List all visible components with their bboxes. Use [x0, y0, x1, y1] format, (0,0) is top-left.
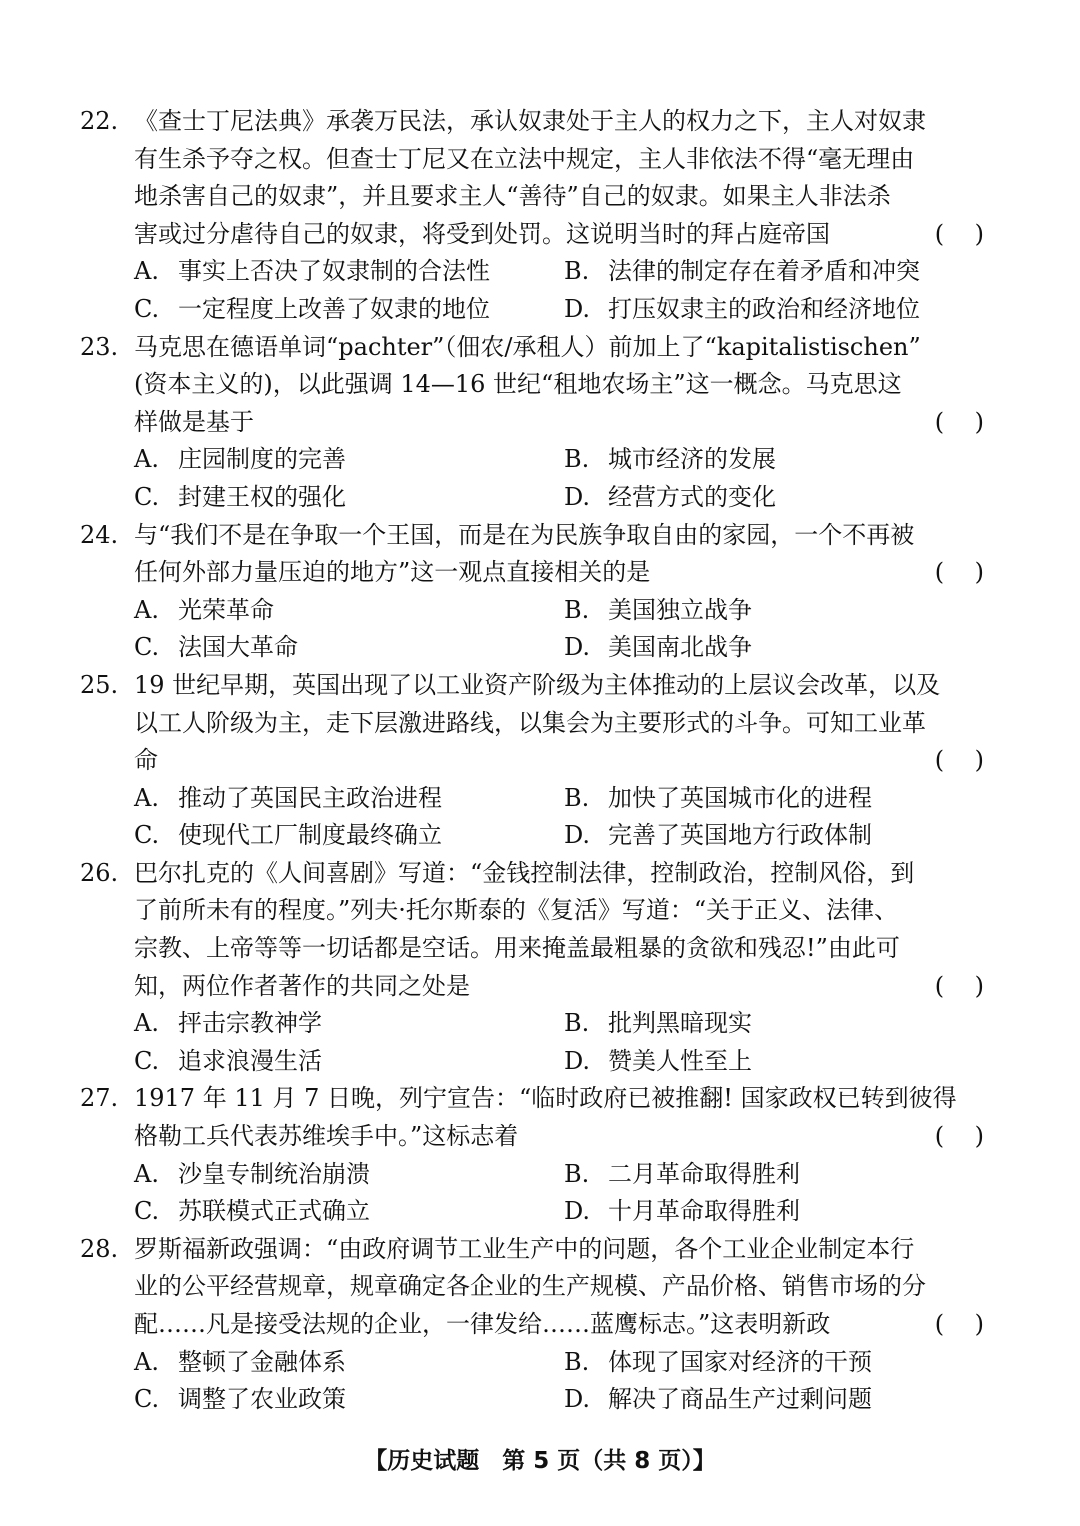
option-text: 解决了商品生产过剩问题 [608, 1385, 872, 1414]
option-text: 美国南北战争 [608, 633, 752, 662]
option-letter: B. [564, 1159, 590, 1188]
answer-blank: ( ) [934, 746, 984, 775]
question-stem-line: 害或过分虐待自己的奴隶，将受到处罚。这说明当时的拜占庭帝国 [134, 219, 830, 248]
option-letter: D. [564, 1046, 591, 1075]
question-first-line [80, 1080, 984, 1118]
question-last-line [80, 1118, 984, 1156]
option-letter: A. [134, 1347, 159, 1376]
option-a [134, 441, 564, 479]
option-text: 苏联模式正式确立 [178, 1197, 370, 1226]
option-text: 赞美人性至上 [608, 1046, 752, 1075]
question-last-line [80, 216, 984, 254]
question-stem-line: 格勒工兵代表苏维埃手中。”这标志着 [134, 1122, 519, 1151]
option-text: 二月革命取得胜利 [608, 1159, 800, 1188]
option-text: 完善了英国地方行政体制 [608, 821, 872, 850]
option-text: 沙皇专制统治崩溃 [178, 1159, 370, 1188]
option-letter: A. [134, 783, 159, 812]
question-24 [80, 517, 984, 667]
question-first-line [80, 103, 984, 141]
question-first-line [80, 855, 984, 893]
question-last-line [80, 968, 984, 1006]
question-last-line [80, 404, 984, 442]
option-b [564, 441, 984, 479]
option-b [564, 1156, 984, 1194]
option-a [134, 1156, 564, 1194]
option-c [134, 291, 564, 329]
question-25 [80, 667, 984, 855]
option-b [564, 1344, 984, 1382]
option-text: 加快了英国城市化的进程 [608, 783, 872, 812]
option-letter: D. [564, 1385, 591, 1414]
option-a [134, 1344, 564, 1382]
option-letter: A. [134, 1159, 159, 1188]
option-letter: A. [134, 1009, 159, 1038]
answer-blank: ( ) [934, 1122, 984, 1151]
option-grid [80, 253, 984, 328]
question-number: 26. [80, 858, 119, 887]
question-stem-line: 任何外部力量压迫的地方”这一观点直接相关的是 [134, 558, 651, 587]
option-d [564, 291, 984, 329]
option-letter: C. [134, 1385, 160, 1414]
answer-blank: ( ) [934, 219, 984, 248]
page-footer: 【历史试题 第 5 页（共 8 页）】 [364, 1448, 716, 1474]
question-last-line [80, 554, 984, 592]
answer-blank: ( ) [934, 1310, 984, 1338]
option-c [134, 817, 564, 855]
option-letter: B. [564, 595, 590, 624]
answer-blank: ( ) [934, 558, 984, 587]
option-letter: B. [564, 257, 590, 286]
option-d [564, 1043, 984, 1081]
question-stem-line: 1917 年 11 月 7 日晚，列宁宣告：“临时政府已被推翻! 国家政权已转到彼得 [134, 1084, 957, 1113]
option-text: 庄园制度的完善 [178, 445, 346, 474]
option-text: 使现代工厂制度最终确立 [178, 821, 442, 850]
question-23 [80, 329, 984, 517]
question-stem-line: (资本主义的)，以此强调 14—16 世纪“租地农场主”这一概念。马克思这 [134, 370, 902, 399]
question-number: 28. [80, 1234, 119, 1263]
option-c [134, 629, 564, 667]
option-a [134, 780, 564, 818]
option-c [134, 479, 564, 517]
option-letter: C. [134, 1046, 160, 1075]
option-letter: D. [564, 294, 591, 323]
option-b [564, 592, 984, 630]
question-stem-line: 配……凡是接受法规的企业，一律发给……蓝鹰标志。”这表明新政 [134, 1310, 831, 1338]
option-a [134, 592, 564, 630]
option-text: 整顿了金融体系 [178, 1347, 346, 1376]
question-last-line [80, 1306, 984, 1344]
option-b [564, 780, 984, 818]
option-text: 法国大革命 [178, 633, 298, 662]
question-last-line [80, 742, 984, 780]
question-stem-line: 宗教、上帝等等一切话都是空话。用来掩盖最粗暴的贪欲和残忍!”由此可 [134, 934, 900, 963]
option-text: 抨击宗教神学 [178, 1009, 322, 1038]
option-letter: B. [564, 445, 590, 474]
option-d [564, 1193, 984, 1231]
option-d [564, 817, 984, 855]
question-stem-line: 命 [134, 746, 158, 775]
option-c [134, 1381, 564, 1419]
option-text: 封建王权的强化 [178, 482, 346, 511]
option-letter: B. [564, 1009, 590, 1038]
question-stem-line: 马克思在德语单词“pachter”（佃农/承租人）前加上了“kapitalistischen” [134, 332, 921, 361]
question-stem-line: 19 世纪早期，英国出现了以工业资产阶级为主体推动的上层议会改革，以及 [134, 670, 941, 699]
option-letter: D. [564, 1197, 591, 1226]
option-text: 城市经济的发展 [608, 445, 776, 474]
option-letter: A. [134, 595, 159, 624]
option-letter: C. [134, 294, 160, 323]
question-first-line [80, 517, 984, 555]
option-text: 十月革命取得胜利 [608, 1197, 800, 1226]
option-letter: A. [134, 257, 159, 286]
option-letter: C. [134, 1197, 160, 1226]
option-d [564, 1381, 984, 1419]
question-number: 22. [80, 107, 119, 135]
question-stem-line: 与“我们不是在争取一个王国，而是在为民族争取自由的家园，一个不再被 [134, 520, 915, 549]
option-grid [80, 1344, 984, 1419]
question-stem-line: 知，两位作者著作的共同之处是 [134, 971, 470, 1000]
option-b [564, 253, 984, 291]
question-26 [80, 855, 984, 1081]
option-letter: C. [134, 633, 160, 662]
option-grid [80, 1156, 984, 1231]
question-number: 24. [80, 520, 119, 549]
question-first-line [80, 667, 984, 705]
option-letter: B. [564, 783, 590, 812]
option-grid [80, 592, 984, 667]
question-28 [80, 1231, 984, 1419]
option-letter: D. [564, 482, 591, 511]
question-27 [80, 1080, 984, 1230]
question-first-line [80, 1231, 984, 1269]
answer-blank: ( ) [934, 407, 984, 436]
option-letter: A. [134, 445, 159, 474]
option-text: 打压奴隶主的政治和经济地位 [608, 294, 920, 323]
question-stem-line: 巴尔扎克的《人间喜剧》写道：“金钱控制法律，控制政治，控制风俗，到 [134, 858, 915, 887]
question-stem-line: 以工人阶级为主，走下层激进路线，以集会为主要形式的斗争。可知工业革 [134, 708, 926, 737]
option-letter: C. [134, 482, 160, 511]
option-grid [80, 1005, 984, 1080]
question-stem-line: 样做是基于 [134, 407, 254, 436]
option-text: 体现了国家对经济的干预 [608, 1347, 872, 1376]
option-text: 一定程度上改善了奴隶的地位 [178, 294, 490, 323]
option-c [134, 1043, 564, 1081]
option-d [564, 629, 984, 667]
option-letter: D. [564, 821, 591, 850]
option-text: 光荣革命 [178, 595, 274, 624]
option-b [564, 1005, 984, 1043]
option-grid [80, 441, 984, 516]
option-text: 经营方式的变化 [608, 482, 776, 511]
question-first-line [80, 329, 984, 367]
question-number: 23. [80, 332, 119, 361]
option-a [134, 253, 564, 291]
question-number: 27. [80, 1084, 119, 1113]
question-22 [80, 103, 984, 329]
question-list [80, 103, 984, 1419]
answer-blank: ( ) [934, 971, 984, 1000]
option-letter: C. [134, 821, 160, 850]
option-text: 推动了英国民主政治进程 [178, 783, 442, 812]
question-stem-line: 《查士丁尼法典》承袭万民法，承认奴隶处于主人的权力之下，主人对奴隶 [134, 107, 926, 135]
option-c [134, 1193, 564, 1231]
option-letter: D. [564, 633, 591, 662]
question-stem-line: 业的公平经营规章，规章确定各企业的生产规模、产品价格、销售市场的分 [134, 1272, 926, 1301]
question-stem-line: 了前所未有的程度。”列夫·托尔斯泰的《复活》写道：“关于正义、法律、 [134, 896, 899, 925]
option-grid [80, 780, 984, 855]
option-d [564, 479, 984, 517]
option-a [134, 1005, 564, 1043]
question-stem-line: 有生杀予夺之权。但查士丁尼又在立法中规定，主人非依法不得“毫无理由 [134, 144, 915, 173]
question-stem-line: 地杀害自己的奴隶”，并且要求主人“善待”自己的奴隶。如果主人非法杀 [134, 182, 891, 211]
option-text: 调整了农业政策 [178, 1385, 346, 1414]
option-text: 事实上否决了奴隶制的合法性 [178, 257, 490, 286]
option-letter: B. [564, 1347, 590, 1376]
option-text: 追求浪漫生活 [178, 1046, 322, 1075]
option-text: 批判黑暗现实 [608, 1009, 752, 1038]
option-text: 法律的制定存在着矛盾和冲突 [608, 257, 920, 286]
option-text: 美国独立战争 [608, 595, 752, 624]
question-stem-line: 罗斯福新政强调：“由政府调节工业生产中的问题，各个工业企业制定本行 [134, 1234, 915, 1263]
question-number: 25. [80, 670, 119, 699]
